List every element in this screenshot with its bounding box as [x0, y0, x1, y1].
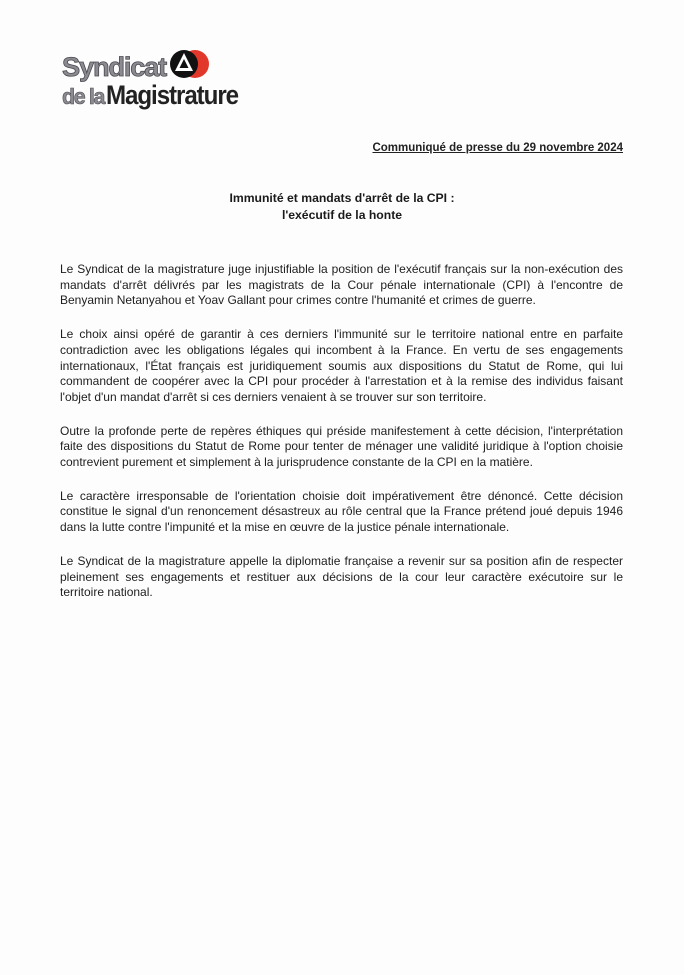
logo-word-syndicat: Syndicat — [62, 52, 168, 82]
logo-word-dela: de la — [62, 84, 107, 109]
paragraph-4: Le caractère irresponsable de l'orientation choisie doit impérativement être dénoncé. Cette décision constitue le signal d'un renoncement désastreux au rôle central que la France prétend joué depuis 1946 dans la lutte contre l'impunité et la mise en œuvre de la justice pénale internationale. — [60, 488, 623, 535]
logo — [62, 44, 252, 114]
logo-graphic — [62, 44, 252, 114]
logo-word-magistrature: Magistrature — [106, 80, 240, 110]
title-line-1: Immunité et mandats d'arrêt de la CPI : — [229, 191, 455, 205]
title-line-2: l'exécutif de la honte — [281, 208, 403, 222]
press-release-body — [60, 262, 623, 619]
page-title — [0, 190, 684, 224]
paragraph-5: Le Syndicat de la magistrature appelle la diplomatie française a revenir sur sa position afin de respecter pleinement ses engagements et restituer aux décisions de la cour leur caractère exécutoire sur le territoire national. — [60, 553, 623, 600]
press-release-date: Communiqué de presse du 29 novembre 2024 — [372, 142, 623, 154]
paragraph-1: Le Syndicat de la magistrature juge injustifiable la position de l'exécutif français sur la non-exécution des mandats d'arrêt délivrés par les magistrats de la Cour pénale internationale (CPI) à l'encontre de Benyamin Netanyahou et Yoav Gallant pour crimes contre l'humanité et crimes de guerre. — [60, 262, 623, 308]
paragraph-3: Outre la profonde perte de repères éthiques qui préside manifestement à cette décision, l'interprétation faite des dispositions du Statut de Rome pour tenter de ménager une validité juridique à l'option choisie contrevient purement et simplement à la jurisprudence constante de la CPI en la matière. — [60, 423, 623, 470]
triangle-circle-icon — [170, 50, 209, 78]
paragraph-2: Le choix ainsi opéré de garantir à ces derniers l'immunité sur le territoire national entre en parfaite contradiction avec les obligations légales qui incombent à la France. En vertu de ses engagements internationaux, l'État français est juridiquement soumis aux dispositions du Statut de Rome, qui lui commandent de coopérer avec la CPI pour procéder à l'arrestation et à la remise des individus faisant l'objet d'un mandat d'arrêt si ces derniers venaient à se trouver sur son territoire. — [60, 327, 623, 404]
